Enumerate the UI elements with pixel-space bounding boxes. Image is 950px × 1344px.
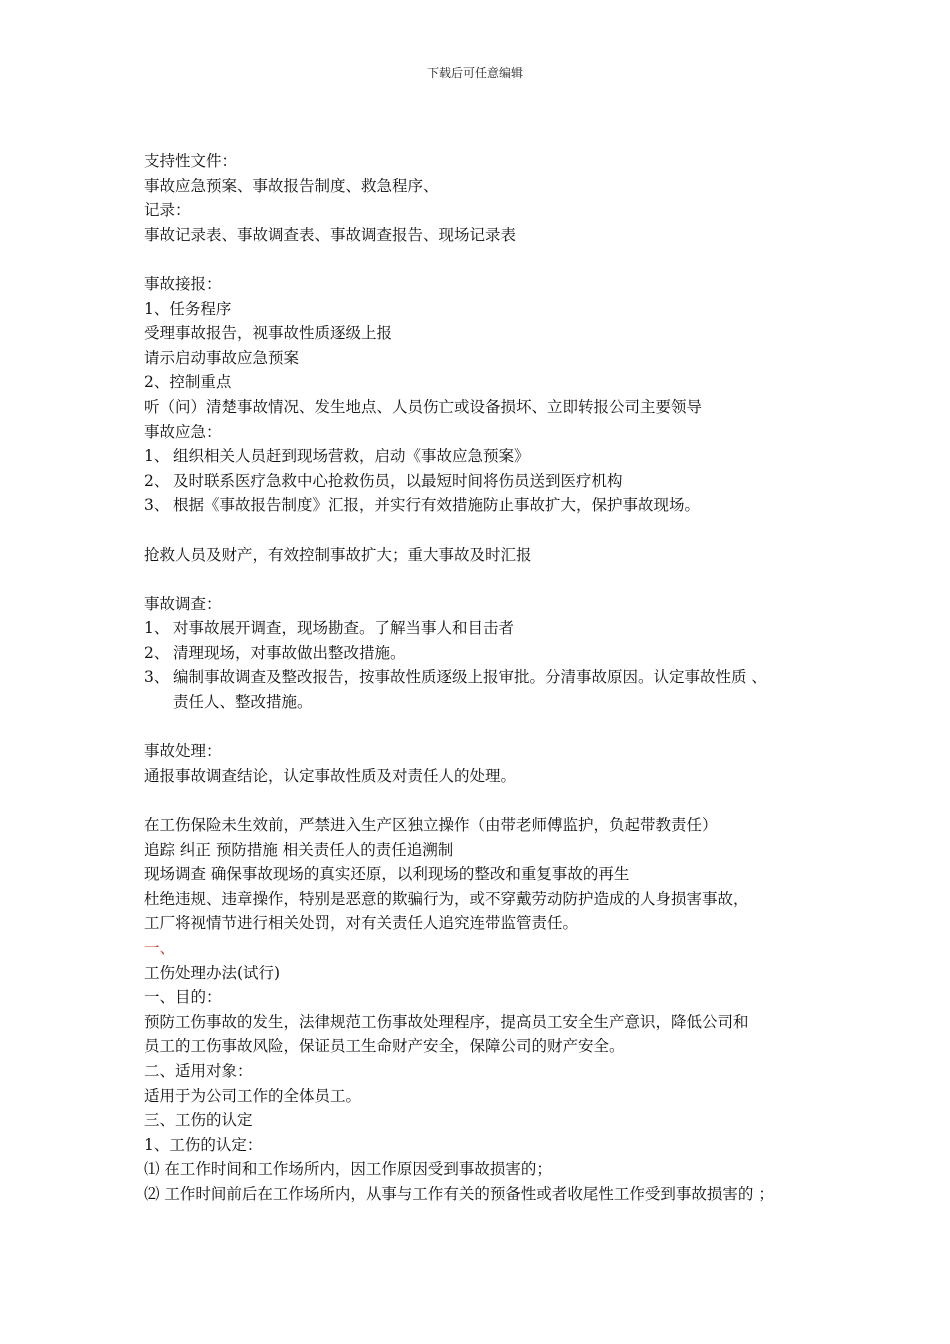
list-text: 编制事故调查及整改报告，按事故性质逐级上报审批。分清事故原因。认定事故性质 、 bbox=[173, 668, 767, 687]
list-item bbox=[144, 641, 834, 666]
list-number: 2、 bbox=[144, 471, 170, 490]
accident-report-heading: 事故接报： bbox=[144, 274, 222, 293]
list-text: 清理现场，对事故做出整改措施。 bbox=[173, 643, 406, 662]
paragraph: 追踪 纠正 预防措施 相关责任人的责任追溯制 bbox=[144, 840, 454, 859]
list-number: 1、 bbox=[144, 619, 170, 638]
investigation-heading: 事故调查： bbox=[144, 594, 222, 613]
section-title: 工伤处理办法(试行) bbox=[144, 963, 281, 982]
emergency-heading: 事故应急： bbox=[144, 422, 222, 441]
clause-item: ⑵ 工作时间前后在工作场所内，从事与工作有关的预备性或者收尾性工作受到事故损害的 ； bbox=[144, 1184, 774, 1203]
list-text: 组织相关人员赶到现场营救，启动《事故应急预案》 bbox=[173, 447, 530, 466]
supporting-docs-heading: 支持性文件： bbox=[144, 152, 238, 170]
paragraph: 现场调查 确保事故现场的真实还原，以利现场的整改和重复事故的再生 bbox=[144, 865, 630, 884]
task-procedure-heading: 1、任务程序 bbox=[144, 299, 232, 318]
paragraph: 工厂将视情节进行相关处罚，对有关责任人追究连带监管责任。 bbox=[144, 914, 579, 933]
paragraph: 适用于为公司工作的全体员工。 bbox=[144, 1086, 362, 1105]
list-text: 及时联系医疗急救中心抢救伤员，以最短时间将伤员送到医疗机构 bbox=[173, 471, 623, 490]
list-item bbox=[144, 469, 834, 494]
list-number: 3、 bbox=[144, 668, 170, 687]
paragraph: 在工伤保险未生效前，严禁进入生产区独立操作（由带老师傅监护，负起带教责任） bbox=[144, 816, 718, 835]
list-item bbox=[144, 616, 834, 641]
document-body bbox=[144, 149, 834, 1207]
spacer bbox=[144, 788, 834, 813]
handling-heading: 事故处理： bbox=[144, 742, 222, 761]
paragraph: 请示启动事故应急预案 bbox=[144, 348, 300, 367]
list-number: 3、 bbox=[144, 496, 170, 515]
paragraph: 听（问）清楚事故情况、发生地点、人员伤亡或设备损坏、立即转报公司主要领导 bbox=[144, 397, 703, 416]
list-item-continuation: 责任人、整改措施。 bbox=[173, 693, 313, 712]
list-item bbox=[144, 665, 834, 690]
red-section-marker: 一、 bbox=[144, 939, 176, 957]
paragraph: 预防工伤事故的发生，法律规范工伤事故处理程序，提高员工安全生产意识，降低公司和 bbox=[144, 1012, 749, 1031]
records-list: 事故记录表、事故调查表、事故调查报告、现场记录表 bbox=[144, 225, 517, 244]
spacer bbox=[144, 715, 834, 740]
subheading: 1、工伤的认定： bbox=[144, 1135, 263, 1154]
spacer bbox=[144, 518, 834, 543]
list-number: 2、 bbox=[144, 643, 170, 662]
list-item bbox=[144, 444, 834, 469]
spacer bbox=[144, 247, 834, 272]
control-points-heading: 2、控制重点 bbox=[144, 373, 232, 392]
supporting-docs-list: 事故应急预案、事故报告制度、救急程序、 bbox=[144, 176, 439, 195]
scope-heading: 二、适用对象： bbox=[144, 1061, 253, 1080]
list-text: 根据《事故报告制度》汇报，并实行有效措施防止事故扩大，保护事故现场。 bbox=[173, 496, 701, 515]
records-heading: 记录： bbox=[144, 201, 191, 220]
paragraph: 通报事故调查结论，认定事故性质及对责任人的处理。 bbox=[144, 766, 517, 785]
list-number: 1、 bbox=[144, 447, 170, 466]
list-item bbox=[144, 493, 834, 518]
spacer bbox=[144, 567, 834, 592]
list-text: 对事故展开调查，现场勘查。了解当事人和目击者 bbox=[173, 619, 515, 638]
recognition-heading: 三、工伤的认定 bbox=[144, 1111, 253, 1130]
paragraph: 抢救人员及财产，有效控制事故扩大；重大事故及时汇报 bbox=[144, 545, 532, 564]
paragraph: 杜绝违规、违章操作，特别是恶意的欺骗行为，或不穿戴劳动防护造成的人身损害事故， bbox=[144, 889, 749, 908]
page-header: 下载后可任意编辑 bbox=[426, 66, 523, 80]
paragraph: 员工的工伤事故风险，保证员工生命财产安全，保障公司的财产安全。 bbox=[144, 1037, 625, 1056]
purpose-heading: 一、目的： bbox=[144, 988, 222, 1007]
paragraph: 受理事故报告，视事故性质逐级上报 bbox=[144, 324, 393, 343]
clause-item: ⑴ 在工作时间和工作场所内，因工作原因受到事故损害的； bbox=[144, 1160, 552, 1179]
